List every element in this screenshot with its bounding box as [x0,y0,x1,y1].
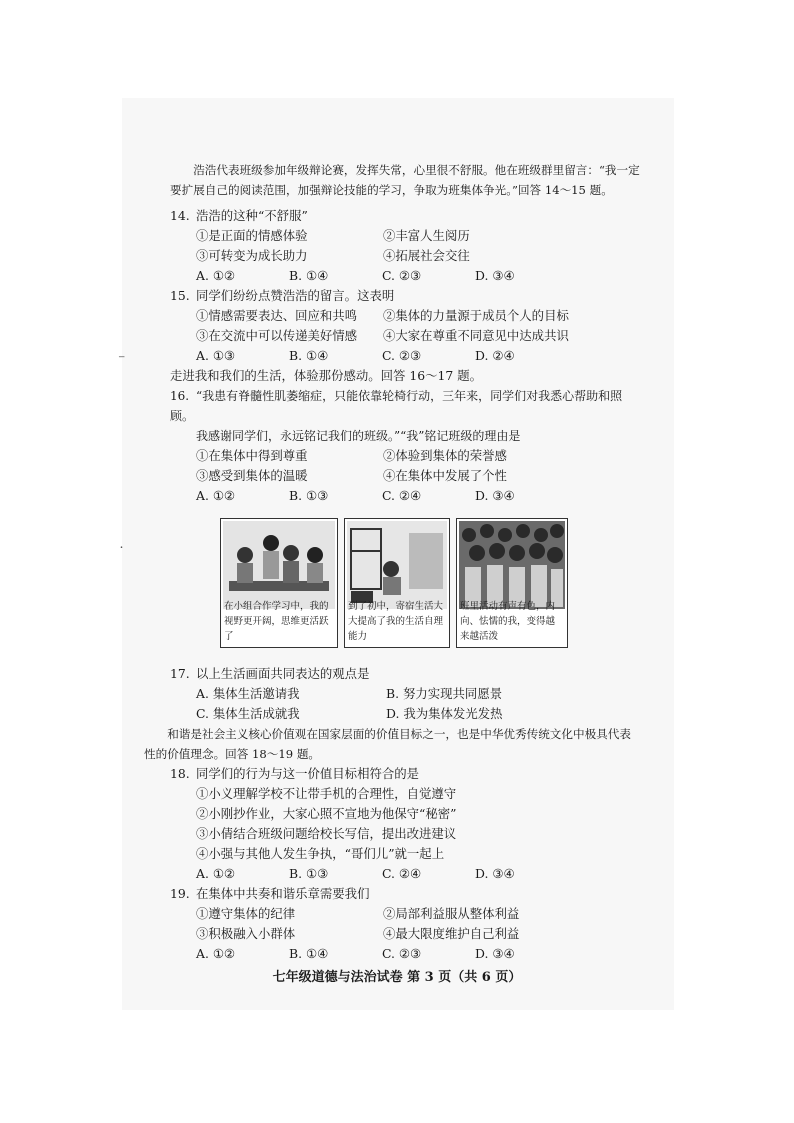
option-3: ③小倩结合班级问题给校长写信，提出改进建议 [196,826,457,841]
class-activity-photo [459,521,565,609]
option-4: ④大家在尊重不同意见中达成共识 [383,328,569,343]
choice-a: A. ①② [196,866,236,881]
option-1: ①在集体中得到尊重 [196,448,308,463]
question-stem: 浩浩的这种“不舒服” [196,208,308,223]
question-stem: 同学们纷纷点赞浩浩的留言。这表明 [196,288,395,303]
question-16 [170,386,640,506]
passage-16-17: 走进我和我们的生活，体验那份感动。回答 16～17 题。 [170,368,483,383]
question-number: 19. [170,886,190,901]
dormitory-illustration [347,521,447,609]
question-number: 14. [170,208,190,223]
passage-14-15: 浩浩代表班级参加年级辩论赛，发挥失常，心里很不舒服。他在班级群里留言：“我一定要扩展自己的阅读范围，加强辩论技能的学习，争取为班集体争光。”回答 14～15 题。 [170,163,640,197]
choice-b: B. ①④ [289,348,329,363]
choice-c: C. ②③ [382,268,422,283]
choice-d: D. ②④ [475,348,515,363]
margin-mark: ˙ [118,545,125,561]
question-14 [170,206,640,286]
option-2: ②体验到集体的荣誉感 [383,448,507,463]
choice-c: C. ②④ [382,488,422,503]
option-1: ①情感需要表达、回应和共鸣 [196,308,358,323]
page-footer: 七年级道德与法治试卷 第 3 页（共 6 页） [272,970,522,985]
choice-b: B. ①④ [289,946,329,961]
option-4: ④小强与其他人发生争执，“哥们儿”就一起上 [196,846,445,861]
picture-dormitory [344,518,450,648]
choice-a: A. ①② [196,488,236,503]
passage-18-19: 和谐是社会主义核心价值观在国家层面的价值目标之一，也是中华优秀传统文化中极具代表性的价值理念。回答 18～19 题。 [144,727,631,761]
option-2: ②集体的力量源于成员个人的目标 [383,308,569,323]
choice-d: D. ③④ [475,946,515,961]
question-15 [170,286,640,366]
question-stem: 同学们的行为与这一价值目标相符合的是 [196,766,420,781]
choice-a: A. 集体生活邀请我 [196,686,300,701]
question-number: 18. [170,766,190,781]
question-stem: “我患有脊髓性肌萎缩症，只能依靠轮椅行动，三年来，同学们对我悉心帮助和照顾。 [170,389,623,423]
choice-d: D. 我为集体发光发热 [386,706,503,721]
choice-b: B. ①④ [289,268,329,283]
choice-a: A. ①③ [196,348,236,363]
option-4: ④拓展社会交往 [383,248,470,263]
option-2: ②局部利益服从整体利益 [383,906,520,921]
option-1: ①小义理解学校不让带手机的合理性，自觉遵守 [196,786,457,801]
question-stem: 以上生活画面共同表达的观点是 [196,666,370,681]
choice-c: C. ②④ [382,866,422,881]
choice-b: B. ①③ [289,488,329,503]
option-3: ③感受到集体的温暖 [196,468,308,483]
question-number: 15. [170,288,190,303]
group-study-illustration [223,521,335,609]
picture-class-activity [456,518,568,648]
choice-c: C. ②③ [382,946,422,961]
option-2: ②丰富人生阅历 [383,228,470,243]
choice-c: C. ②③ [382,348,422,363]
option-3: ③在交流中可以传递美好情感 [196,328,358,343]
choice-b: B. ①③ [289,866,329,881]
choice-a: A. ①② [196,268,236,283]
picture-row [216,518,576,648]
choice-b: B. 努力实现共同愿景 [386,686,503,701]
question-number: 17. [170,666,190,681]
choice-d: D. ③④ [475,488,515,503]
margin-mark: ⁻ [118,352,126,368]
choice-c: C. 集体生活成就我 [196,706,300,721]
question-number: 16. [170,389,190,403]
question-stem: 在集体中共奏和谐乐章需要我们 [196,886,370,901]
option-2: ②小刚抄作业，大家心照不宣地为他保守“秘密” [196,806,457,821]
option-3: ③可转变为成长助力 [196,248,308,263]
option-4: ④在集体中发展了个性 [383,468,507,483]
option-4: ④最大限度维护自己利益 [383,926,520,941]
question-stem-cont: 我感谢同学们，永远铭记我们的班级。”“我”铭记班级的理由是 [196,429,521,443]
option-3: ③积极融入小群体 [196,926,296,941]
picture-group-study [220,518,338,648]
choice-a: A. ①② [196,946,236,961]
question-17 [170,664,640,724]
choice-d: D. ③④ [475,268,515,283]
caption: 班里活动有声有色，内向、怯懦的我，变得越来越活泼 [460,601,556,642]
caption: 在小组合作学习中，我的视野更开阔，思维更活跃了 [224,601,329,642]
option-1: ①遵守集体的纪律 [196,906,296,921]
choice-d: D. ③④ [475,866,515,881]
caption: 到了初中，寄宿生活大大提高了我的生活自理能力 [348,601,444,642]
question-19 [170,884,640,964]
question-18 [170,764,640,884]
option-1: ①是正面的情感体验 [196,228,308,243]
